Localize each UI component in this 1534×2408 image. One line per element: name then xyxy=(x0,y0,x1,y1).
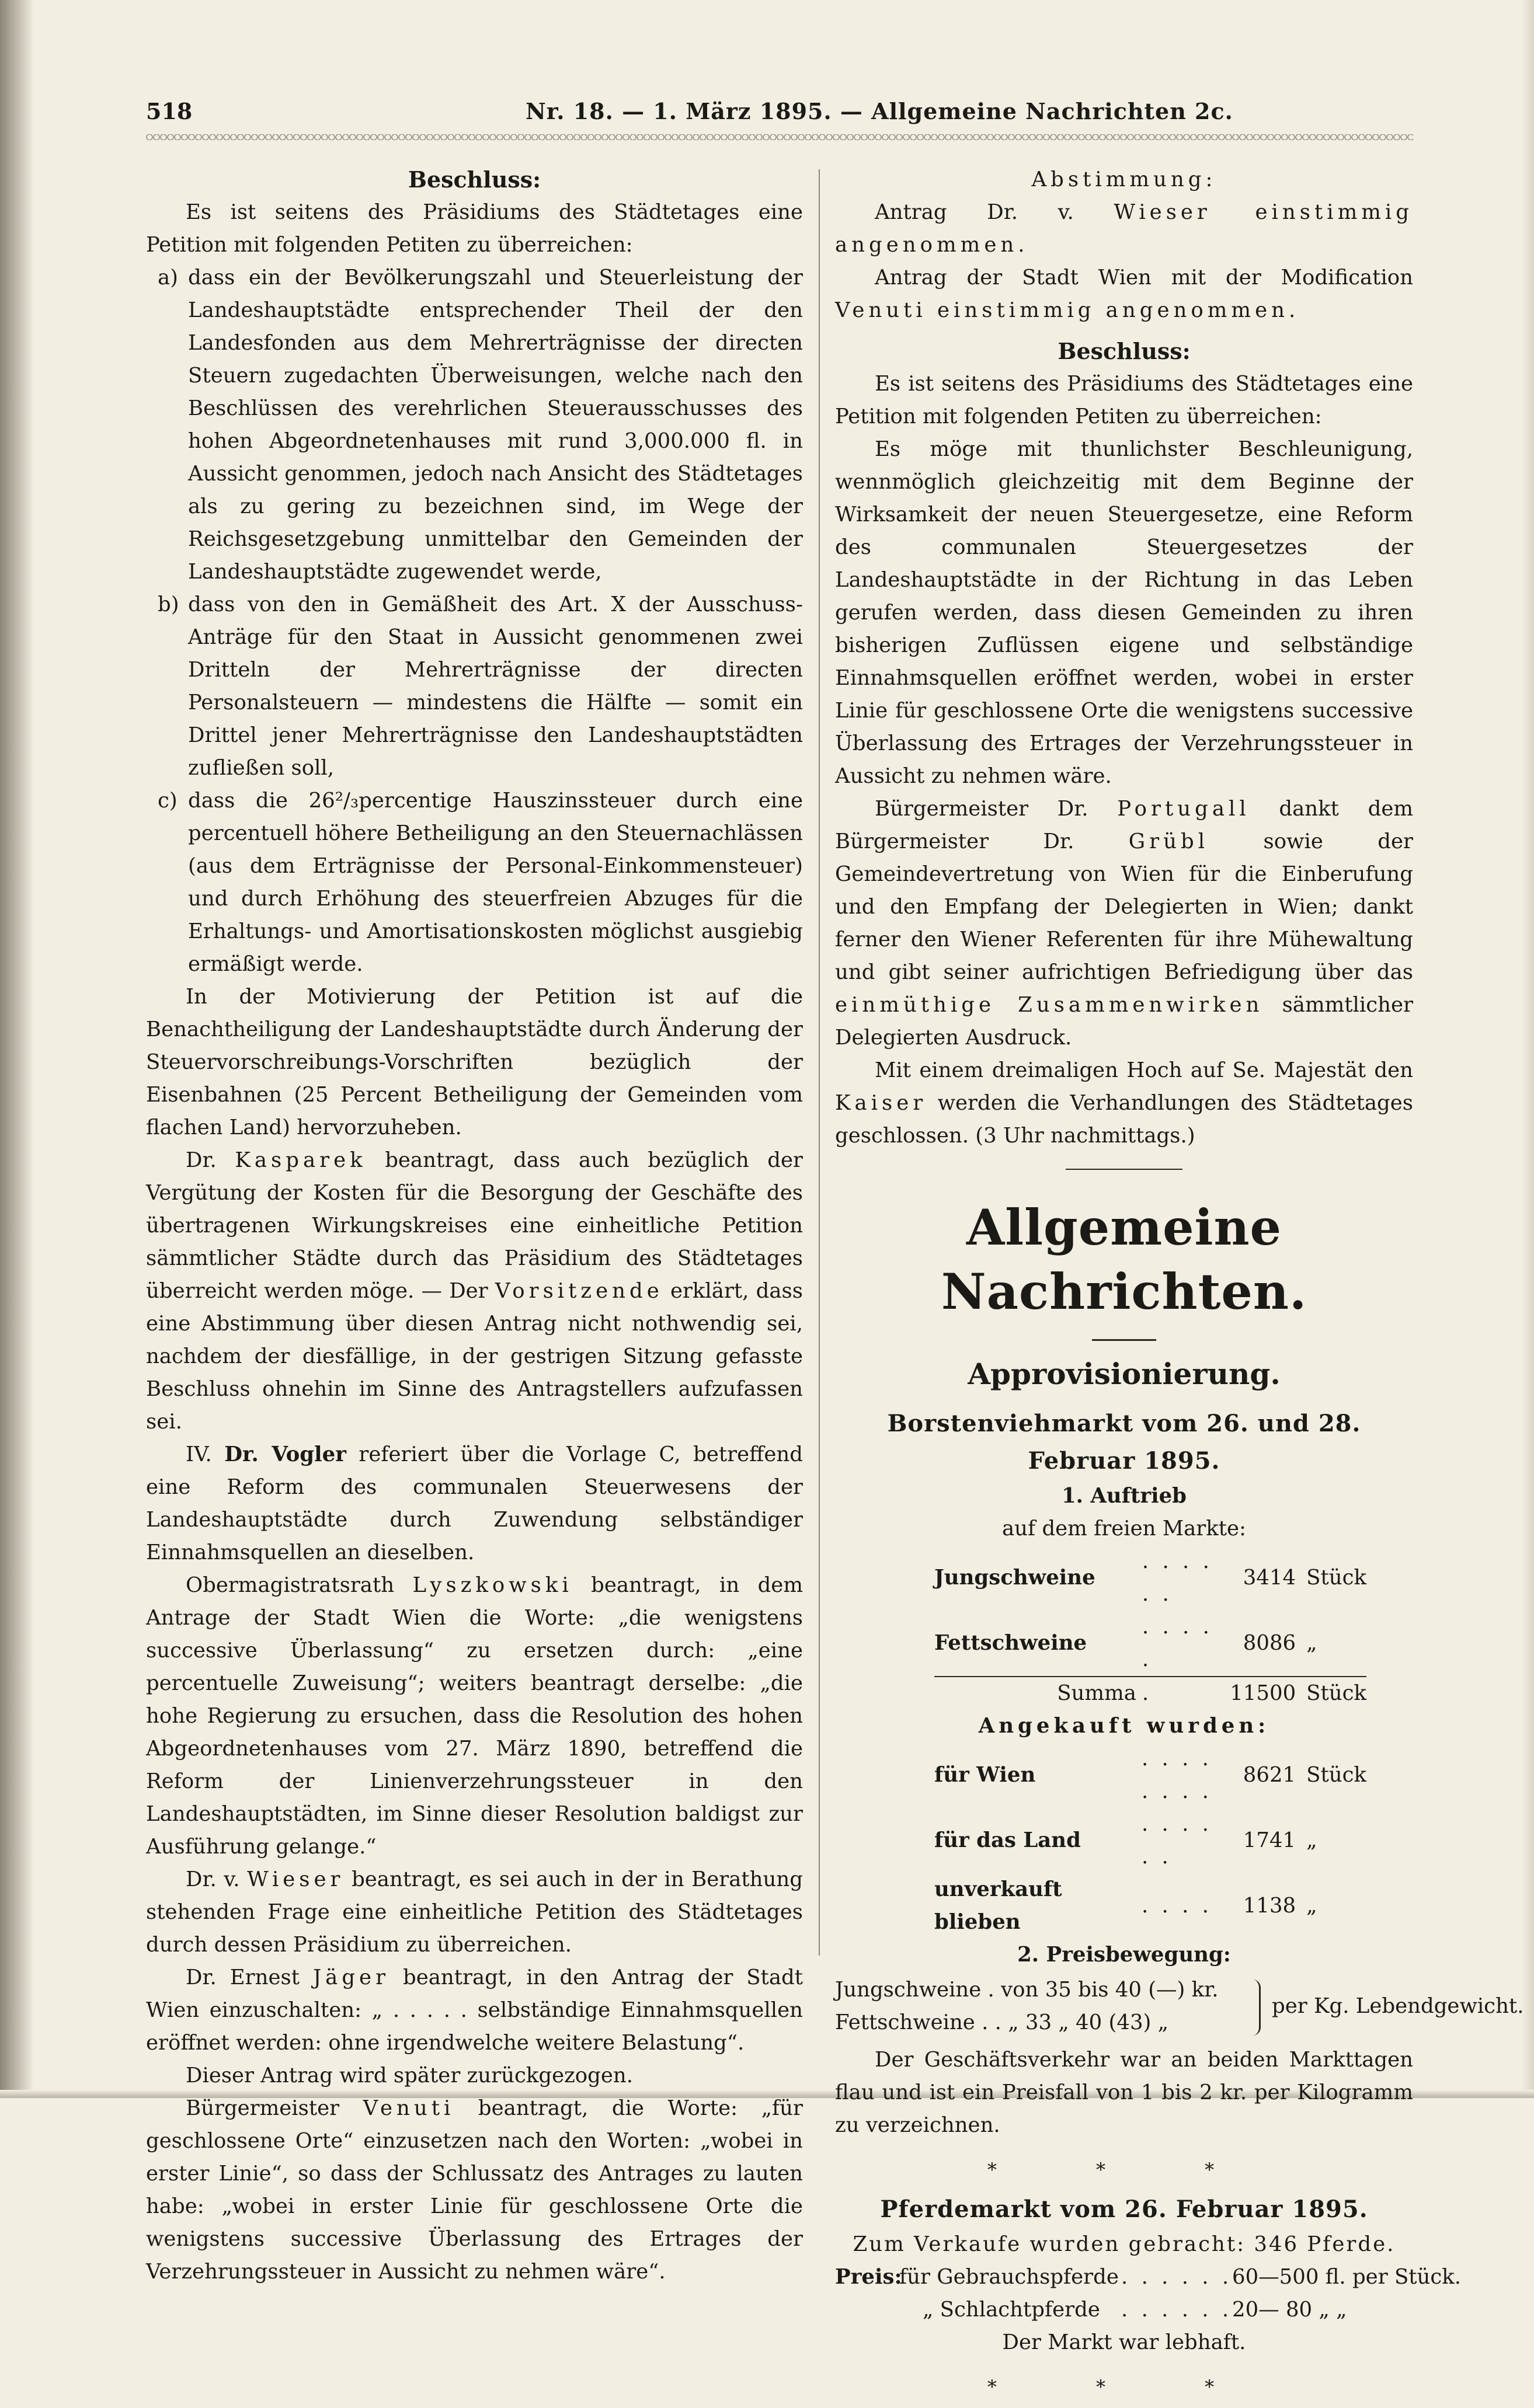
row-unit: Stück xyxy=(1306,1566,1366,1590)
ankauf-table xyxy=(934,1743,1366,1939)
auftrieb-table xyxy=(934,1545,1366,1710)
price-row-gebrauch xyxy=(835,2261,1462,2294)
row-value: 11500 xyxy=(1226,1677,1296,1710)
table-row xyxy=(934,1808,1366,1873)
paragraph-withdrawn: Dieser Antrag wird später zurückgezogen. xyxy=(186,2064,634,2088)
row-unit: „ xyxy=(1306,1828,1317,1852)
row-dots: . . . . . . . . xyxy=(1141,1747,1212,1803)
row-value: 8621 xyxy=(1243,1763,1296,1787)
text: beantragt, in dem Antrage der Stadt Wien die Worte: „die wenigstens successive Überlassung“ zu ersetzen durch: „eine percentuelle Zuweisung“; weiters beantragt derselbe: „die hohe Regierung zu ersuchen, dass die Resolution des hohen Abgeordnetenhauses vom 27. März 1890, betreffend die Reform der Linienverzehrungssteuer in den Landeshauptstädten, im Sinne dieser Resolution baldigst zur Ausführung gelange.“ xyxy=(146,1573,803,1859)
row-name: „ Schlachtpferde xyxy=(923,2298,1100,2322)
text: Bürgermeister xyxy=(186,2096,340,2120)
item-text: dass von den in Gemäßheit des Art. X der Ausschuss-Anträge für den Staat in Aussicht genommenen zwei Dritteln der Mehrerträgnisse der directen Personalsteuern — mindestens die Hälfte — somit ein Drittel jener Mehrerträgnisse den Landeshauptstädten zufließen soll, xyxy=(188,593,803,780)
auftrieb-subheading: auf dem freien Markte: xyxy=(1002,1517,1246,1541)
beschluss-heading: Beschluss: xyxy=(408,166,541,193)
speaker-name: Kasparek xyxy=(235,1148,367,1172)
text: erklärt, dass eine Abstimmung über diesen Antrag nicht nothwendig sei, nachdem der diesfällige, in der gestrigen Sitzung gefasste Beschluss ohnehin im Sinne des Antragstellers aufzufassen sei. xyxy=(146,1279,803,1434)
angekauft-heading: Angekauft wurden: xyxy=(978,1714,1270,1738)
auftrieb-heading: 1. Auftrieb xyxy=(1061,1484,1187,1508)
column-divider xyxy=(819,169,820,1956)
beschluss-intro: Es ist seitens des Präsidiums des Städtetages eine Petition mit folgenden Petiten zu überreichen: xyxy=(146,200,803,257)
beschluss-intro-2: Es ist seitens des Präsidiums des Städtetages eine Petition mit folgenden Petiten zu überreichen: xyxy=(835,372,1413,428)
header-rule xyxy=(146,134,1413,140)
speaker-name: Portugall xyxy=(1117,797,1250,821)
markt-lebhaft: Der Markt war lebhaft. xyxy=(1002,2330,1246,2354)
paragraph-venuti xyxy=(146,2092,803,2288)
paragraph-reform: Es möge mit thunlichster Beschleunigung, wennmöglich gleichzeitig mit dem Beginne der Wirksamkeit der neuen Steuergesetze, eine Reform des communalen Steuergesetzes der Landeshauptstädte in der Richtung in das Leben gerufen werden, dass diesen Gemeinden zu ihren bisherigen Zuflüssen eigene und selbständige Einnahmsquellen eröffnet werden, wobei in erster Linie für geschlossene Orte die wenigstens successive Überlassung des Ertrages der Verzehrungssteuer in Aussicht zu nehmen wäre. xyxy=(835,437,1413,788)
text: Kaiser xyxy=(835,1091,927,1115)
speaker-name: Dr. Vogler xyxy=(224,1442,346,1466)
text: sowie der Gemeindevertretung von Wien für die Einberufung und den Empfang der Delegierten in Wien; dankt ferner den Wiener Referenten für ihre Mühewaltung und gibt seiner aufrichtigen Befriedigung über das xyxy=(835,830,1413,984)
item-label: c) xyxy=(158,789,178,813)
text: sämmtlicher Delegierten Ausdruck. xyxy=(835,993,1413,1050)
row-dots: . . . . . . xyxy=(1121,2298,1233,2322)
item-text: dass die 26²/₃percentige Hauszinssteuer durch eine percentuell höhere Betheiligung an den Steuernachlässen (aus dem Erträgnisse der Personal-Einkommensteuer) und durch Erhöhung des steuerfreien Abzuges für die Erhaltungs- und Amortisationskosten möglichst ausgiebig ermäßigt werde. xyxy=(188,789,803,976)
row-unit: „ xyxy=(1306,1894,1317,1918)
left-column xyxy=(146,163,803,2288)
price-block xyxy=(835,1974,1524,2044)
borstenvieh-heading: Borstenviehmarkt vom 26. und 28. Februar 1895. xyxy=(887,1410,1361,1475)
petition-item-a xyxy=(146,262,803,588)
row-dots: . . . . . . xyxy=(1141,1812,1212,1869)
table-row xyxy=(934,1545,1366,1611)
text: Venuti einstimmig angenommen. xyxy=(835,298,1300,322)
preisbewegung-heading: 2. Preisbewegung: xyxy=(1017,1943,1231,1967)
row-value: 8086 xyxy=(1243,1631,1296,1655)
page-number: 518 xyxy=(146,98,193,124)
text: beantragt, die Worte: „für geschlossene Orte“ einzusetzen nach den Worten: „wobei in erster Linie“, so dass der Schlussatz des Antrages zu lauten habe: „wobei in erster Linie für geschlossene Orte die wenigstens successive Überlassung des Ertrages der Verzehrungssteuer in Aussicht zu nehmen wäre“. xyxy=(146,2096,803,2284)
brace xyxy=(1250,1980,1261,2036)
row-dots: . . . . xyxy=(1141,1894,1212,1918)
row-name: unverkauft blieben xyxy=(934,1877,1062,1934)
row-unit: Stück xyxy=(1306,1763,1366,1787)
row-name: für Gebrauchspferde xyxy=(899,2265,1119,2289)
paragraph-lyszkowski xyxy=(146,1569,803,1863)
row-unit: „ xyxy=(1306,1631,1317,1655)
speaker-name: Wieser xyxy=(247,1867,345,1891)
sum-row xyxy=(934,1677,1366,1710)
text: Dr. xyxy=(186,1148,217,1172)
price-line-fett: Fettschweine . . „ 33 „ 40 (43) „ xyxy=(835,2010,1169,2034)
paragraph-motivierung: In der Motivierung der Petition ist auf die Benachtheiligung der Landeshauptstädte durch Änderung der Steuervorschreibungs-Vorschriften bezüglich der Eisenbahnen (25 Percent Betheiligung der Gemeinden vom flachen Land) hervorzuheben. xyxy=(146,985,803,1139)
text: Antrag Dr. v. xyxy=(875,200,1074,224)
petition-item-b xyxy=(146,588,803,785)
row-name: Summa xyxy=(934,1677,1142,1710)
row-dots: . . . . . . xyxy=(1121,2265,1233,2289)
page-edge-left xyxy=(0,0,34,2098)
text: Dr. Ernest xyxy=(186,1966,300,1989)
paragraph-jaeger xyxy=(146,1961,803,2059)
paragraph-portugall xyxy=(835,793,1413,1054)
text: referiert über die Vorlage C, betreffend eine Reform des communalen Steuerwesens der Landeshauptstädte durch Zuwendung selbständiger Einnahmsquellen an dieselben. xyxy=(146,1442,803,1564)
item-text: dass ein der Bevölkerungszahl und Steuerleistung der Landeshauptstädte entsprechender Theil der den Landesfonden aus dem Mehrerträgnisse der directen Steuern zugedachten Überweisungen, welche nach den Beschlüssen des verehrlichen Steuerausschusses des hohen Abgeordnetenhauses mit rund 3,000.000 fl. in Aussicht genommen, jedoch nach Ansicht des Städtetages als zu gering zu bezeichnen sind, im Wege der Reichsgesetzgebung unmittelbar den Gemeinden der Landeshauptstädte zugewendet werde, xyxy=(188,266,803,584)
title-underline xyxy=(1092,1339,1156,1341)
price-unit-note: per Kg. Lebendgewicht. xyxy=(1272,1994,1524,2018)
page-edge-right xyxy=(1521,0,1534,2098)
section-number: IV. xyxy=(186,1442,212,1466)
text: einmüthige Zusammenwirken xyxy=(835,993,1264,1017)
row-name: für das Land xyxy=(934,1828,1081,1852)
text: Mit einem dreimaligen Hoch auf Se. Majestät den xyxy=(875,1058,1413,1082)
speaker-name: Venuti xyxy=(363,2096,455,2120)
text: dankt dem Bürgermeister Dr. xyxy=(835,797,1413,853)
row-value: 1138 xyxy=(1243,1894,1296,1918)
row-value: 60—500 fl. per Stück. xyxy=(1232,2265,1462,2289)
row-value: 1741 xyxy=(1243,1828,1296,1852)
paragraph-vogler xyxy=(146,1438,803,1569)
speaker-name: Grübl xyxy=(1128,830,1209,853)
text: beantragt, dass auch bezüglich der Vergütung der Kosten für die Besorgung der Geschäfte des übertragenen Wirkungskreises eine einheitliche Petition sämmtlicher Städte durch das Präsidium des Städtetages überreicht werden möge. — Der xyxy=(146,1148,803,1303)
vote-result-2 xyxy=(835,262,1413,327)
pferde-verkauf: Zum Verkaufe wurden gebracht: 346 Pferde. xyxy=(853,2232,1396,2256)
running-title: Nr. 18. — 1. März 1895. — Allgemeine Nachrichten 2c. xyxy=(526,98,1233,124)
speaker-name: Lyszkowski xyxy=(412,1573,573,1597)
petition-item-c xyxy=(146,785,803,981)
speaker-name: Jäger xyxy=(312,1966,390,1989)
separator-stars: * * * xyxy=(987,2159,1261,2181)
text: Dr. v. xyxy=(186,1867,240,1891)
row-unit: Stück xyxy=(1296,1677,1366,1710)
row-name: für Wien xyxy=(934,1763,1036,1787)
beschluss-heading-2: Beschluss: xyxy=(1058,338,1191,364)
row-value: 20— 80 „ „ xyxy=(1232,2298,1347,2322)
preis-label: Preis: xyxy=(835,2265,902,2289)
text: Obermagistratsrath xyxy=(186,1573,395,1597)
paragraph-wieser xyxy=(146,1863,803,1961)
abstimmung-heading: Abstimmung: xyxy=(1031,168,1217,191)
vote-result-1 xyxy=(835,196,1413,262)
row-dots: . . . . . xyxy=(1142,1615,1213,1671)
item-label: b) xyxy=(158,593,179,616)
table-row xyxy=(934,1743,1366,1808)
row-value: 3414 xyxy=(1243,1566,1296,1590)
paragraph-kasparek xyxy=(146,1144,803,1438)
section-divider xyxy=(1066,1169,1182,1170)
row-name: Jungschweine xyxy=(934,1566,1095,1590)
text: Wieser einstimmig angenommen. xyxy=(835,200,1413,257)
table-row xyxy=(934,1873,1366,1939)
table-row xyxy=(934,1611,1366,1677)
row-dots: . . . . . . xyxy=(1142,1549,1213,1606)
text: Antrag der Stadt Wien mit der Modification xyxy=(875,266,1413,290)
section-title: Allgemeine Nachrichten. xyxy=(941,1198,1307,1320)
separator-stars-2: * * * xyxy=(987,2376,1261,2398)
row-dots: . xyxy=(1142,1677,1226,1710)
price-line-jung: Jungschweine . von 35 bis 40 (—) kr. xyxy=(835,1978,1219,2002)
text: werden die Verhandlungen des Städtetages geschlossen. (3 Uhr nachmittags.) xyxy=(835,1091,1413,1148)
text: beantragt, in den Antrag der Stadt Wien einzuschalten: „ . . . . . selbständige Einnahmsquellen eröffnet werden: ohne irgendwelche weitere Belastung“. xyxy=(146,1966,803,2055)
paragraph-kaiser xyxy=(835,1054,1413,1152)
price-row-schlacht xyxy=(835,2294,1413,2326)
geschaeftsverkehr: Der Geschäftsverkehr war an beiden Markttagen flau und ist ein Preisfall von 1 bis 2 kr. per Kilogramm zu verzeichnen. xyxy=(835,2048,1413,2137)
text: Bürgermeister Dr. xyxy=(875,797,1088,821)
speaker-name: Vorsitzende xyxy=(495,1279,663,1303)
pferdemarkt-heading: Pferdemarkt vom 26. Februar 1895. xyxy=(880,2196,1368,2223)
text: beantragt, es sei auch in der in Berathung stehenden Frage eine einheitliche Petition des Städtetages durch dessen Präsidium zu überreichen. xyxy=(146,1867,803,1957)
page-header xyxy=(146,98,1413,133)
item-label: a) xyxy=(158,266,179,290)
row-name: Fettschweine xyxy=(934,1631,1087,1655)
right-column xyxy=(835,163,1524,2408)
sub-title: Approvisionierung. xyxy=(968,1357,1281,1391)
